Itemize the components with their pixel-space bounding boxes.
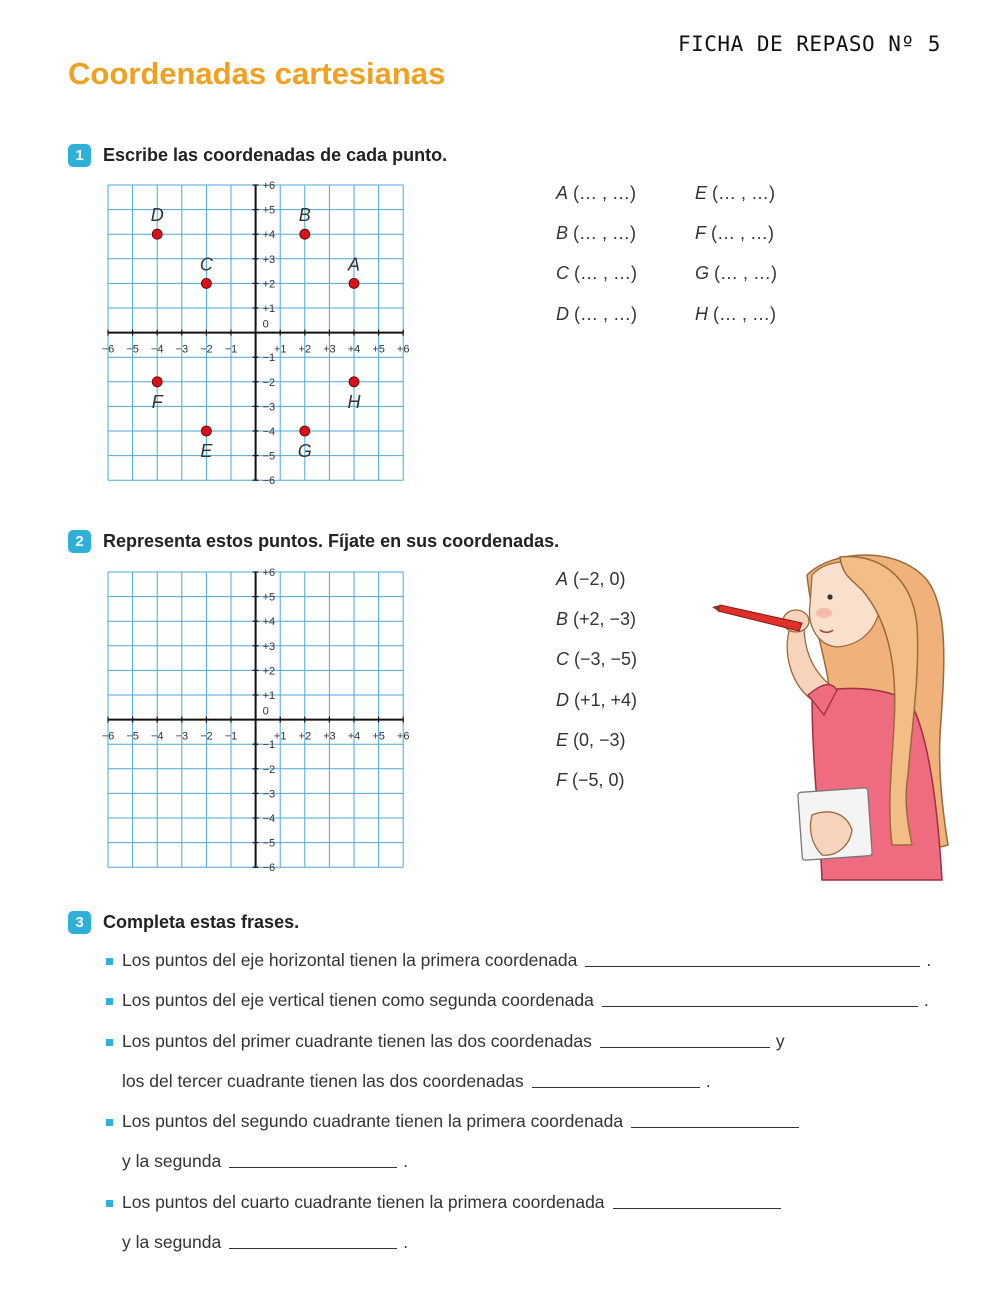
y-tick-label: −6 (262, 862, 276, 875)
point-D: D (+1, +4) (556, 689, 638, 710)
sentence-5 (106, 1192, 785, 1213)
answer-E[interactable]: E (… , …) (695, 183, 776, 203)
point-H-label: H (347, 391, 361, 412)
y-tick-label: +3 (262, 253, 276, 266)
sentence-5-continuation: y la segunda . (122, 1232, 409, 1252)
sentence-text: Los puntos del eje horizontal tienen la primera coordenada (122, 950, 578, 970)
y-tick-label: −2 (262, 763, 276, 776)
y-tick-label: −3 (262, 788, 276, 801)
exercise-2-heading (68, 530, 559, 553)
sentence-text: Los puntos del eje vertical tienen como segunda coordenada (122, 990, 594, 1010)
y-tick-label: −2 (262, 376, 276, 389)
x-tick-label: −2 (200, 730, 213, 743)
sentence-1: Los puntos del eje horizontal tienen la primera coordenada . (106, 950, 931, 971)
x-tick-label: +1 (273, 730, 287, 743)
point-F-label: F (151, 391, 163, 412)
x-tick-label: −4 (150, 343, 164, 356)
exercise-1-answers (556, 183, 834, 344)
point-C-label: C (199, 254, 213, 275)
sentence-text: y la segunda (122, 1232, 222, 1252)
x-tick-label: −6 (101, 730, 115, 743)
x-tick-label: +3 (323, 343, 336, 356)
point-A-label: A (347, 254, 361, 275)
answer-H[interactable]: H (… , …) (695, 303, 776, 324)
coordinate-plane-2[interactable] (95, 562, 415, 882)
y-tick-label: +4 (262, 616, 276, 629)
point-G-marker (300, 426, 310, 436)
y-tick-label: +6 (262, 567, 276, 579)
x-tick-label: −1 (224, 730, 238, 743)
x-tick-label: −1 (224, 343, 238, 356)
y-tick-label: +4 (262, 229, 276, 242)
answer-blank[interactable] (585, 965, 920, 967)
point-D-label: D (150, 205, 164, 226)
x-tick-label: −2 (200, 343, 213, 356)
answer-F[interactable]: F (… , …) (695, 223, 774, 244)
answer-G[interactable]: G (… , …) (695, 263, 778, 284)
answer-C[interactable]: C (… , …) (556, 263, 637, 284)
answer-blank[interactable] (229, 1247, 397, 1249)
sentence-3: Los puntos del primer cuadrante tienen las dos coordenadas y (106, 1031, 785, 1052)
y-tick-label: +6 (262, 180, 276, 192)
x-tick-label: +4 (347, 730, 361, 743)
y-tick-label: −1 (262, 739, 276, 752)
answer-blank[interactable] (602, 1005, 918, 1007)
bullet-marker (106, 998, 113, 1005)
y-tick-label: −5 (262, 837, 276, 850)
point-B-label: B (298, 205, 311, 226)
x-tick-label: +2 (298, 730, 312, 743)
girl-illustration (712, 545, 952, 885)
answer-blank[interactable] (229, 1166, 397, 1168)
answer-blank[interactable] (532, 1086, 700, 1088)
answer-row (556, 223, 834, 263)
y-tick-label: +2 (262, 278, 276, 291)
answer-A[interactable]: A (… , …) (556, 183, 637, 203)
x-tick-label: −4 (150, 730, 164, 743)
coordinate-plane-1 (95, 175, 415, 495)
sentence-4 (106, 1111, 803, 1132)
exercise-2-number: 2 (68, 530, 91, 553)
exercise-2-instruction: Representa estos puntos. Fíjate en sus coordenadas. (103, 531, 560, 551)
point-F: F (−5, 0) (556, 769, 625, 790)
point-E: E (0, −3) (556, 729, 626, 750)
bullet-marker (106, 1200, 113, 1207)
point-A-marker (349, 278, 359, 288)
y-tick-label: +2 (262, 665, 276, 678)
sentence-3-continuation: los del tercer cuadrante tienen las dos coordenadas . (122, 1071, 711, 1091)
x-tick-label: +5 (372, 730, 385, 743)
y-tick-label: −4 (262, 813, 276, 825)
sentence-4-continuation: y la segunda . (122, 1151, 409, 1171)
answer-blank[interactable] (600, 1046, 770, 1048)
point-G-label: G (297, 441, 312, 461)
sheet-tag: FICHA DE REPASO Nº 5 (678, 32, 941, 56)
y-tick-label: +3 (262, 640, 276, 653)
y-tick-label: +1 (262, 303, 276, 315)
exercise-1-number: 1 (68, 144, 91, 167)
sentence-text: Los puntos del cuarto cuadrante tienen la primera coordenada (122, 1192, 605, 1212)
x-tick-label: −6 (101, 343, 115, 356)
point-D-marker (152, 229, 162, 239)
point-E-marker (201, 426, 211, 436)
x-tick-label: +6 (396, 343, 410, 356)
exercise-3-number: 3 (68, 911, 91, 934)
x-tick-label: +1 (273, 343, 287, 356)
page-title: Coordenadas cartesianas (68, 56, 446, 91)
y-tick-label: −5 (262, 450, 276, 463)
sentence-text: Los puntos del primer cuadrante tienen las dos coordenadas (122, 1031, 592, 1051)
sentence-text: y la segunda (122, 1151, 222, 1171)
y-tick-label: −6 (262, 475, 276, 488)
x-tick-label: +6 (396, 730, 410, 743)
point-B-marker (300, 229, 310, 239)
y-tick-label: +5 (262, 204, 276, 217)
y-tick-label: −4 (262, 426, 276, 438)
answer-row (556, 183, 834, 223)
answer-blank[interactable] (613, 1207, 781, 1209)
x-tick-label: +4 (347, 343, 361, 356)
origin-label: 0 (262, 318, 269, 331)
answer-row (556, 263, 834, 303)
answer-row (556, 304, 834, 344)
point-C: C (−3, −5) (556, 649, 638, 670)
x-tick-label: −5 (126, 730, 139, 743)
exercise-3-heading (68, 911, 299, 934)
exercise-3-instruction: Completa estas frases. (103, 912, 300, 932)
point-C-marker (201, 278, 211, 288)
x-tick-label: +5 (372, 343, 385, 356)
origin-label: 0 (262, 705, 269, 718)
y-tick-label: −1 (262, 352, 276, 365)
exercise-1-heading (68, 144, 447, 167)
answer-blank[interactable] (631, 1126, 799, 1128)
bullet-marker (106, 1039, 113, 1046)
x-tick-label: +3 (323, 730, 336, 743)
point-H-marker (349, 377, 359, 387)
x-tick-label: −5 (126, 343, 139, 356)
point-F-marker (152, 377, 162, 387)
exercise-2-point-list (556, 569, 637, 810)
x-tick-label: −3 (175, 343, 189, 356)
bullet-marker (106, 1119, 113, 1126)
y-tick-label: +5 (262, 591, 276, 604)
x-tick-label: +2 (298, 343, 312, 356)
point-A: A (−2, 0) (556, 569, 626, 589)
sentence-2: Los puntos del eje vertical tienen como segunda coordenada . (106, 990, 929, 1011)
point-E-label: E (200, 441, 213, 461)
sentence-text: los del tercer cuadrante tienen las dos coordenadas (122, 1071, 524, 1091)
answer-B[interactable]: B (… , …) (556, 223, 637, 244)
point-B: B (+2, −3) (556, 609, 637, 630)
answer-D[interactable]: D (… , …) (556, 303, 637, 324)
exercise-1-instruction: Escribe las coordenadas de cada punto. (103, 145, 448, 165)
y-tick-label: −3 (262, 401, 276, 414)
x-tick-label: −3 (175, 730, 189, 743)
sentence-text: Los puntos del segundo cuadrante tienen la primera coordenada (122, 1111, 624, 1131)
y-tick-label: +1 (262, 690, 276, 702)
bullet-marker (106, 958, 113, 965)
